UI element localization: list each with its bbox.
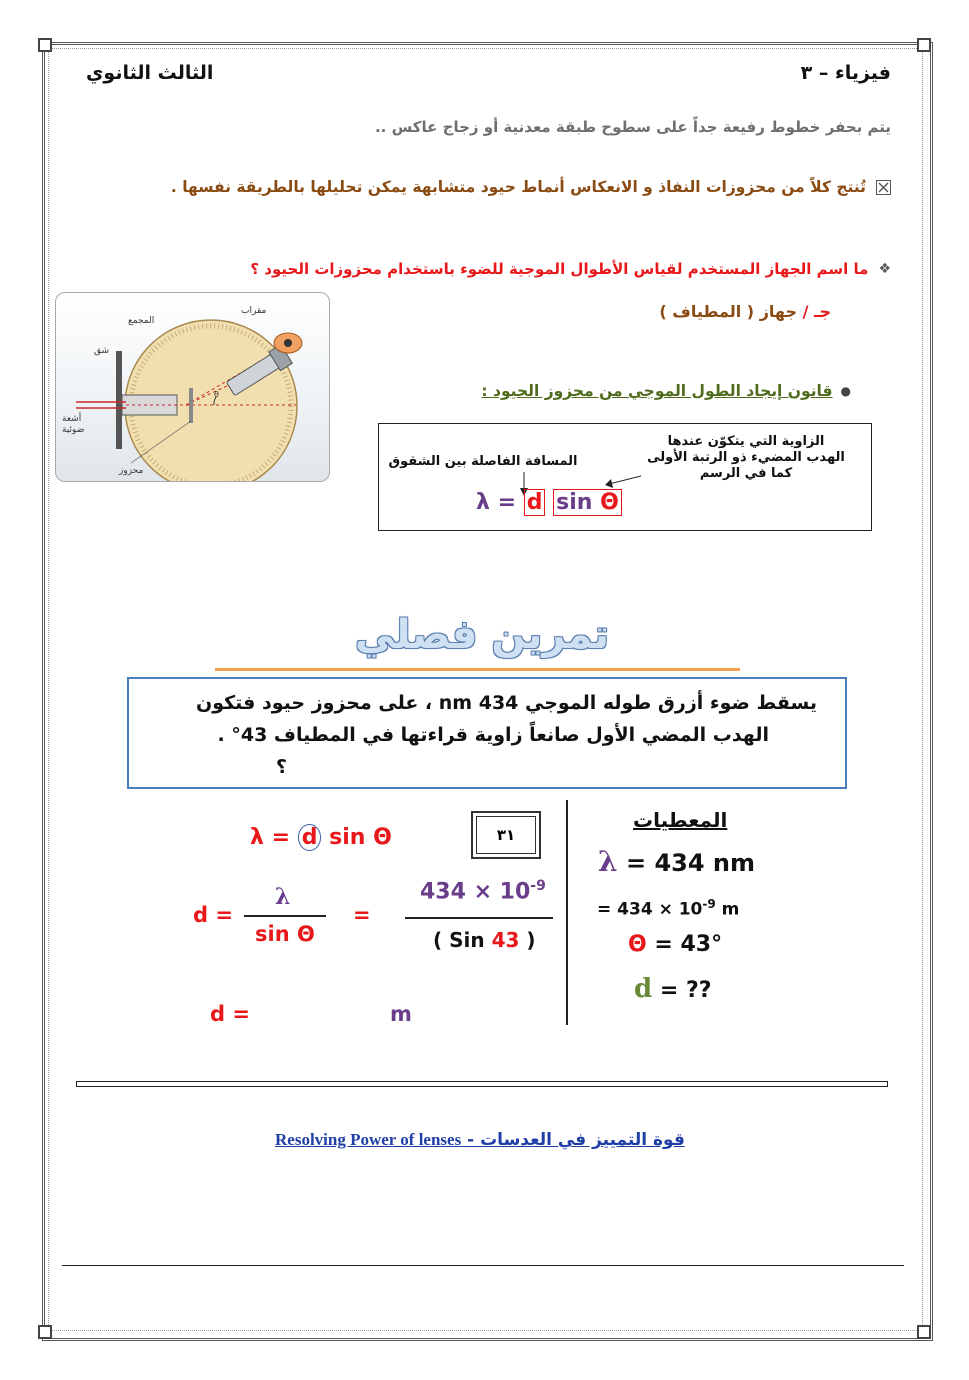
- exercise-text: [137, 687, 817, 783]
- exercise-title-underline: [215, 668, 740, 671]
- solution-formula-lambda: λ =: [250, 825, 291, 850]
- solution-formula: [250, 825, 392, 850]
- given-lambda-value: = 434 nm: [626, 849, 756, 877]
- distance-label: المسافة الفاصلة بين الشقوق: [388, 454, 578, 469]
- page-number: ٣١: [496, 826, 516, 844]
- bullet-row: [131, 178, 891, 196]
- formula-arrows: [379, 424, 871, 530]
- formula-lambda: λ: [476, 490, 490, 515]
- law-title-row: [481, 382, 851, 400]
- angle-label-line1: الزاوية التي يتكوّن عندها: [667, 434, 825, 449]
- formula-box: [378, 423, 872, 531]
- question-row: [191, 260, 891, 278]
- footer-link-english[interactable]: Resolving Power of lenses: [275, 1130, 462, 1149]
- answer-prefix: جـ /: [802, 302, 831, 321]
- page-number-box: [471, 811, 541, 859]
- formula-sin-theta-box: [553, 489, 622, 516]
- collimator-label: المجمع: [128, 316, 155, 326]
- light-label-line1: أشعة: [62, 414, 82, 424]
- solution-num-line: [405, 917, 553, 919]
- bullet-text: تُنتج كلاً من محزوزات النفاذ و الانعكاس أنماط حيود متشابهة يمكن تحليلها بالطريقة نفسها .: [170, 178, 866, 196]
- answer-text: جهاز ( المطياف ): [659, 302, 797, 321]
- solution-frac-line: [244, 915, 326, 917]
- formula-d: d: [524, 489, 546, 516]
- intro-text: يتم بحفر خطوط رفيعة جداً على سطوح طبقة معدنية أو زجاج عاكس ..: [374, 118, 891, 136]
- theta-label: θ: [214, 390, 219, 399]
- frame-corner: [917, 38, 931, 52]
- solution-divider: [566, 800, 568, 1025]
- solution-num-prefix: 434 × 10: [420, 879, 531, 905]
- law-title: قانون إيجاد الطول الموجي من محزوز الحيود :: [481, 382, 833, 400]
- answer-row: [659, 302, 831, 321]
- formula-theta: Θ: [600, 490, 619, 515]
- given-d-symbol: d: [634, 974, 653, 1004]
- scope-label: مقراب: [241, 306, 267, 316]
- solution-num-exp: -9: [530, 878, 546, 894]
- header-grade: الثالث الثانوي: [86, 62, 214, 84]
- formula-eq: =: [497, 490, 517, 515]
- formula-sin: sin: [556, 490, 593, 515]
- solution-den-suffix: ): [526, 928, 536, 952]
- solution-formula-rest: sin Θ: [329, 825, 392, 850]
- slit-label: شق: [94, 346, 110, 356]
- exercise-line1: يسقط ضوء أزرق طوله الموجي 434 nm ، على محزوز حيود فتكون: [196, 692, 817, 714]
- section-divider: [76, 1081, 888, 1087]
- bullet-dot-icon: ●: [840, 384, 851, 398]
- solution-d-label: d =: [193, 903, 233, 927]
- grating-label: محزوز: [119, 466, 144, 476]
- formula: [476, 490, 622, 515]
- solution-numerator: [420, 878, 546, 904]
- exercise-line3: ؟: [275, 756, 287, 778]
- givens-title: المعطيات: [633, 808, 728, 832]
- footer-link-arabic[interactable]: قوة التمييز في العدسات -: [467, 1130, 685, 1150]
- diamond-bullet-icon: ❖: [878, 261, 891, 277]
- given-lambda-si-unit: m: [721, 899, 740, 920]
- solution-den-prefix: ( Sin: [433, 928, 485, 952]
- given-theta-symbol: Θ: [628, 932, 647, 957]
- spectrometer-figure: [56, 293, 329, 481]
- frame-corner: [917, 1325, 931, 1339]
- light-label-line2: ضوئية: [62, 425, 85, 435]
- checkbox-icon: [876, 180, 891, 195]
- given-lambda-symbol: λ: [598, 845, 618, 878]
- angle-label-line3: كما في الرسم: [699, 466, 793, 481]
- given-d: [634, 974, 711, 1004]
- solution-denominator: [433, 928, 536, 952]
- spectrometer-diagram: [55, 292, 330, 482]
- angle-label-line2: الهدب المضيء ذو الرتبة الأولى: [647, 450, 845, 465]
- given-lambda-si-exp: -9: [702, 897, 716, 911]
- exercise-box: [127, 677, 847, 789]
- question-text: ما اسم الجهاز المستخدم لقياس الأطوال الموجية للضوء باستخدام محزوزات الحيود ؟: [250, 260, 869, 278]
- exercise-line2: الهدب المضي الأول صانعاً زاوية قراءتها في المطياف 43° .: [217, 724, 769, 746]
- solution-equals: =: [353, 903, 371, 927]
- given-lambda: [598, 845, 755, 878]
- solution-result-label: d =: [210, 1002, 250, 1026]
- given-d-value: = ??: [659, 978, 712, 1003]
- exercise-title: تمرين فصلي: [355, 612, 610, 658]
- solution-den-value: 43: [491, 928, 520, 952]
- footer-link[interactable]: [275, 1130, 685, 1150]
- bottom-rule: [62, 1265, 904, 1266]
- given-lambda-si-prefix: = 434 × 10: [597, 899, 703, 920]
- given-theta-value: = 43°: [654, 932, 723, 957]
- header-subject: فيزياء – ٣: [800, 62, 891, 84]
- frame-corner: [38, 1325, 52, 1339]
- solution-frac-den: sin Θ: [255, 922, 315, 946]
- solution-result-unit: m: [390, 1002, 412, 1026]
- given-theta: [628, 932, 722, 957]
- solution-frac-num: λ: [275, 884, 291, 910]
- solution-formula-d: d: [298, 824, 322, 851]
- frame-corner: [38, 38, 52, 52]
- given-lambda-si: [597, 897, 739, 920]
